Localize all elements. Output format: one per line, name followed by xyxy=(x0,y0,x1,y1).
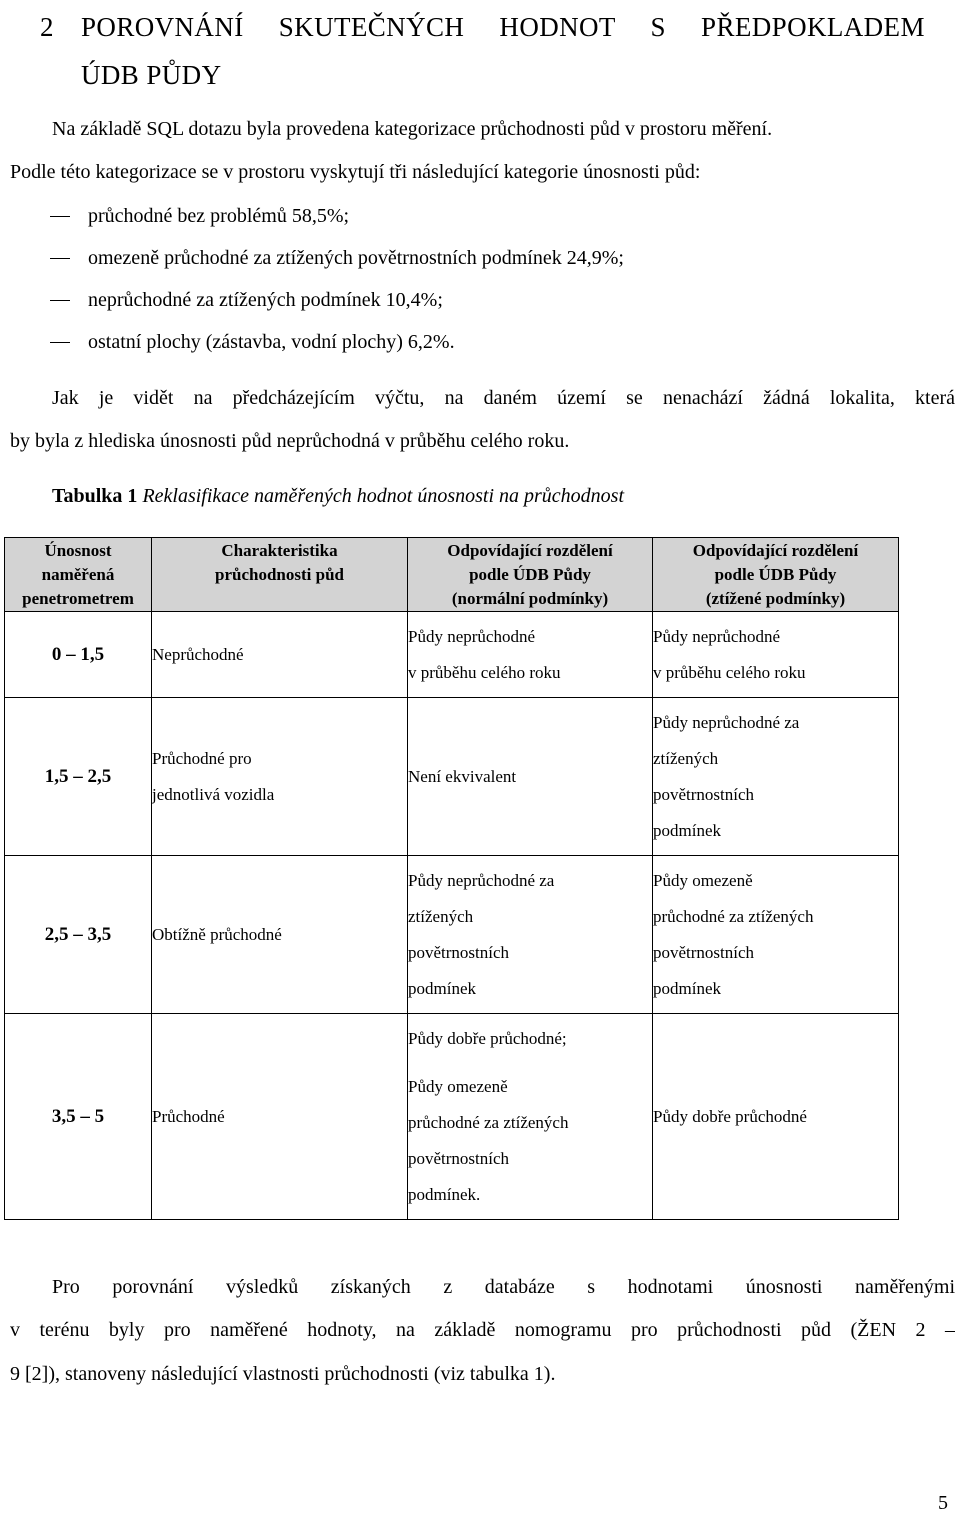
list-item xyxy=(10,237,910,279)
table-caption-text: Reklasifikace naměřených hodnot únosnosti na průchodnost xyxy=(142,485,625,507)
normal-cell xyxy=(408,856,653,1014)
intro-line1: Na základě SQL dotazu byla provedena kategorizace průchodnosti půd v prostoru měření. xyxy=(52,118,773,140)
list-item xyxy=(10,279,910,321)
characteristic-cell xyxy=(152,1014,408,1220)
cell-line: Neprůchodné xyxy=(152,644,244,664)
table-row xyxy=(5,698,899,856)
list-item xyxy=(10,195,910,237)
cell-line: Půdy neprůchodné za xyxy=(653,712,800,732)
cell-line: v průběhu celého roku xyxy=(653,662,806,682)
cell-line: Půdy dobře průchodné xyxy=(653,1106,807,1126)
header-line: (ztížené podmínky) xyxy=(705,589,846,608)
characteristic-cell xyxy=(152,612,408,698)
conclusion-line3: 9 [2]), stanoveny následující vlastnosti průchodnosti (viz tabulka 1). xyxy=(10,1363,556,1385)
cell-line: podmínek xyxy=(653,978,721,998)
table-row xyxy=(5,856,899,1014)
cell-line: ztížených xyxy=(408,906,474,926)
cell-line: v průběhu celého roku xyxy=(408,662,561,682)
header-line: Únosnost xyxy=(44,541,112,560)
cell-line: povětrnostních xyxy=(653,784,755,804)
dash-bullet-icon xyxy=(50,258,70,259)
cell-line: podmínek xyxy=(408,978,476,998)
cell-line: Průchodné xyxy=(152,1106,225,1126)
difficult-cell xyxy=(653,1014,899,1220)
cell-line: Průchodné pro xyxy=(152,748,252,768)
normal-cell xyxy=(408,698,653,856)
cell-line: Půdy neprůchodné xyxy=(408,626,536,646)
normal-cell xyxy=(408,1014,653,1220)
header-line: Charakteristika xyxy=(221,541,338,560)
list-item xyxy=(10,321,910,363)
header-line: průchodnosti půd xyxy=(215,565,344,584)
cell-line: průchodné za ztížených xyxy=(653,906,814,926)
dash-bullet-icon xyxy=(50,300,70,301)
difficult-cell xyxy=(653,612,899,698)
list-item-text: průchodné bez problémů 58,5%; xyxy=(88,205,350,227)
header-line: penetrometrem xyxy=(22,589,134,608)
table-row xyxy=(5,612,899,698)
normal-cell xyxy=(408,612,653,698)
cell-line: Obtížně průchodné xyxy=(152,924,282,944)
header-normal-conditions xyxy=(408,538,653,612)
reclassification-table xyxy=(4,537,899,1220)
cell-line: podmínek xyxy=(653,820,721,840)
cell-line: Půdy dobře průchodné; xyxy=(408,1028,567,1048)
list-item-text: neprůchodné za ztížených podmínek 10,4%; xyxy=(88,289,443,311)
section-title-line2: ÚDB PŮDY xyxy=(81,60,222,90)
header-difficult-conditions xyxy=(653,538,899,612)
table-row xyxy=(5,1014,899,1220)
cell-line: Půdy neprůchodné xyxy=(653,626,781,646)
table-caption xyxy=(52,478,624,514)
header-line: podle ÚDB Půdy xyxy=(714,565,837,584)
page-number: 5 xyxy=(938,1492,948,1514)
dash-bullet-icon xyxy=(50,216,70,217)
range-cell: 2,5 – 3,5 xyxy=(5,856,152,1014)
conclusion-line2: v terénu byly pro naměřené hodnoty, na základě nomogramu pro průchodnosti půd (ŽEN 2 – xyxy=(10,1319,955,1341)
characteristic-cell xyxy=(152,698,408,856)
header-bearing-capacity xyxy=(5,538,152,612)
list-item-text: omezeně průchodné za ztížených povětrnostních podmínek 24,9%; xyxy=(88,247,624,269)
section-title-line1: POROVNÁNÍ SKUTEČNÝCH HODNOT S PŘEDPOKLADEM xyxy=(81,12,925,42)
cell-line: jednotlivá vozidla xyxy=(152,784,275,804)
list-item-text: ostatní plochy (zástavba, vodní plochy) 6,2%. xyxy=(88,331,455,353)
cell-line: povětrnostních xyxy=(408,1148,510,1168)
cell-line: Není ekvivalent xyxy=(408,766,517,786)
difficult-cell xyxy=(653,856,899,1014)
cell-line: povětrnostních xyxy=(408,942,510,962)
range-cell: 3,5 – 5 xyxy=(5,1014,152,1220)
range-cell: 1,5 – 2,5 xyxy=(5,698,152,856)
difficult-cell xyxy=(653,698,899,856)
dash-bullet-icon xyxy=(50,342,70,343)
header-line: (normální podmínky) xyxy=(451,589,609,608)
cell-line: ztížených xyxy=(653,748,719,768)
conclusion-line1: Pro porovnání výsledků získaných z databáze s hodnotami únosnosti naměřenými xyxy=(52,1276,955,1298)
header-line: Odpovídající rozdělení xyxy=(692,541,859,560)
summary-line2: by byla z hlediska únosnosti půd neprůchodná v průběhu celého roku. xyxy=(10,430,570,452)
header-characteristic xyxy=(152,538,408,612)
header-line: naměřená xyxy=(41,565,115,584)
characteristic-cell xyxy=(152,856,408,1014)
cell-line: Půdy omezeně xyxy=(408,1076,508,1096)
intro-line2: Podle této kategorizace se v prostoru vyskytují tři následující kategorie únosnosti půd: xyxy=(10,161,701,183)
cell-line: průchodné za ztížených xyxy=(408,1112,569,1132)
header-line: podle ÚDB Půdy xyxy=(469,565,591,584)
category-list xyxy=(10,195,910,363)
cell-line: povětrnostních xyxy=(653,942,755,962)
cell-line: Půdy omezeně xyxy=(653,870,753,890)
section-number: 2 xyxy=(40,12,54,42)
range-cell: 0 – 1,5 xyxy=(5,612,152,698)
cell-line: Půdy neprůchodné za xyxy=(408,870,555,890)
summary-line1: Jak je vidět na předcházejícím výčtu, na daném území se nenachází žádná lokalita, která xyxy=(52,387,955,409)
header-line: Odpovídající rozdělení xyxy=(447,541,613,560)
cell-line: podmínek. xyxy=(408,1184,481,1204)
table-caption-label: Tabulka 1 xyxy=(52,485,138,507)
table-header-row xyxy=(5,538,899,612)
